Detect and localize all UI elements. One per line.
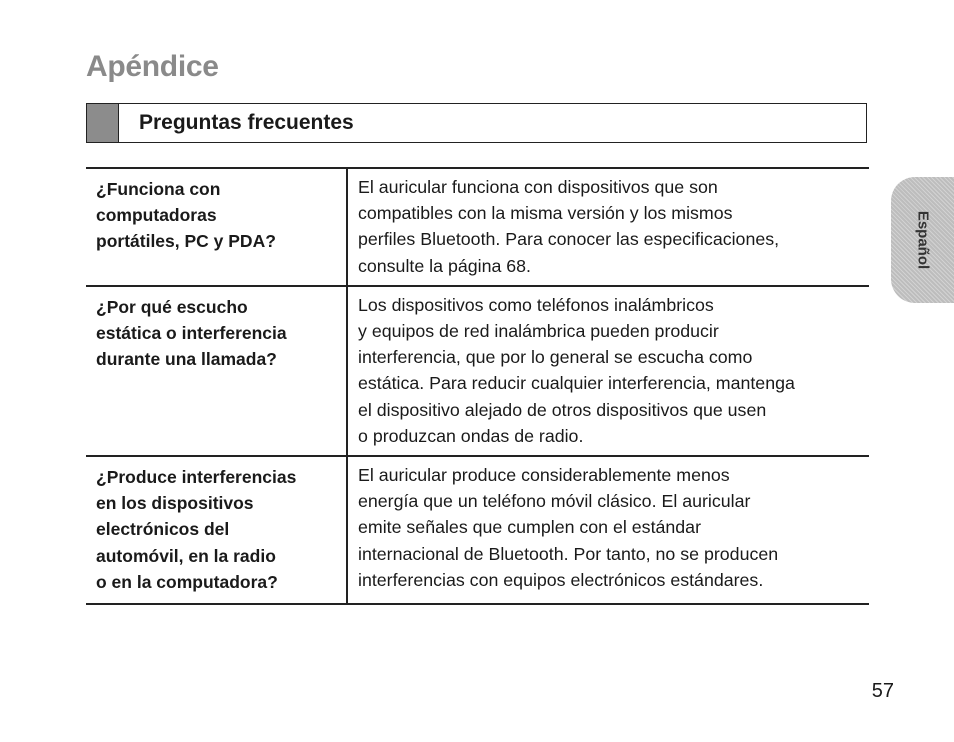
faq-answer: Los dispositivos como teléfonos inalámbricos y equipos de red inalámbrica pueden producir interferencia, que por lo general se escucha como estática. Para reducir cualquier interferencia, mantenga el dispositivo alejado de otros dispositivos que usen o produzcan ondas de radio. [358,294,795,446]
faq-answer: El auricular funciona con dispositivos que son compatibles con la misma versión y los mismos perfiles Bluetooth. Para conocer las especificaciones, consulte la página 68. [358,177,780,276]
section-header [86,103,867,143]
faq-answer: El auricular produce considerablemente menos energía que un teléfono móvil clásico. El auricular emite señales que cumplen con el estándar internacional de Bluetooth. Por tanto, no se producen interferencias con equipos electrónicos estándares. [358,465,779,590]
section-title: Preguntas frecuentes [139,111,354,134]
faq-row [86,457,869,605]
page-number: 57 [871,680,894,702]
language-side-tab [891,177,954,303]
faq-question: ¿Produce interferencias en los dispositivos electrónicos del automóvil, en la radio o en la computadora? [86,457,348,603]
faq-question: ¿Funciona con computadoras portátiles, PC y PDA? [86,169,348,285]
faq-table [86,167,869,605]
language-tab-label: Español [914,210,931,270]
page-title: Apéndice [86,50,219,83]
faq-question: ¿Por qué escucho estática o interferencia durante una llamada? [86,287,348,455]
faq-row [86,169,869,287]
faq-row [86,287,869,457]
section-marker-block [87,104,119,142]
